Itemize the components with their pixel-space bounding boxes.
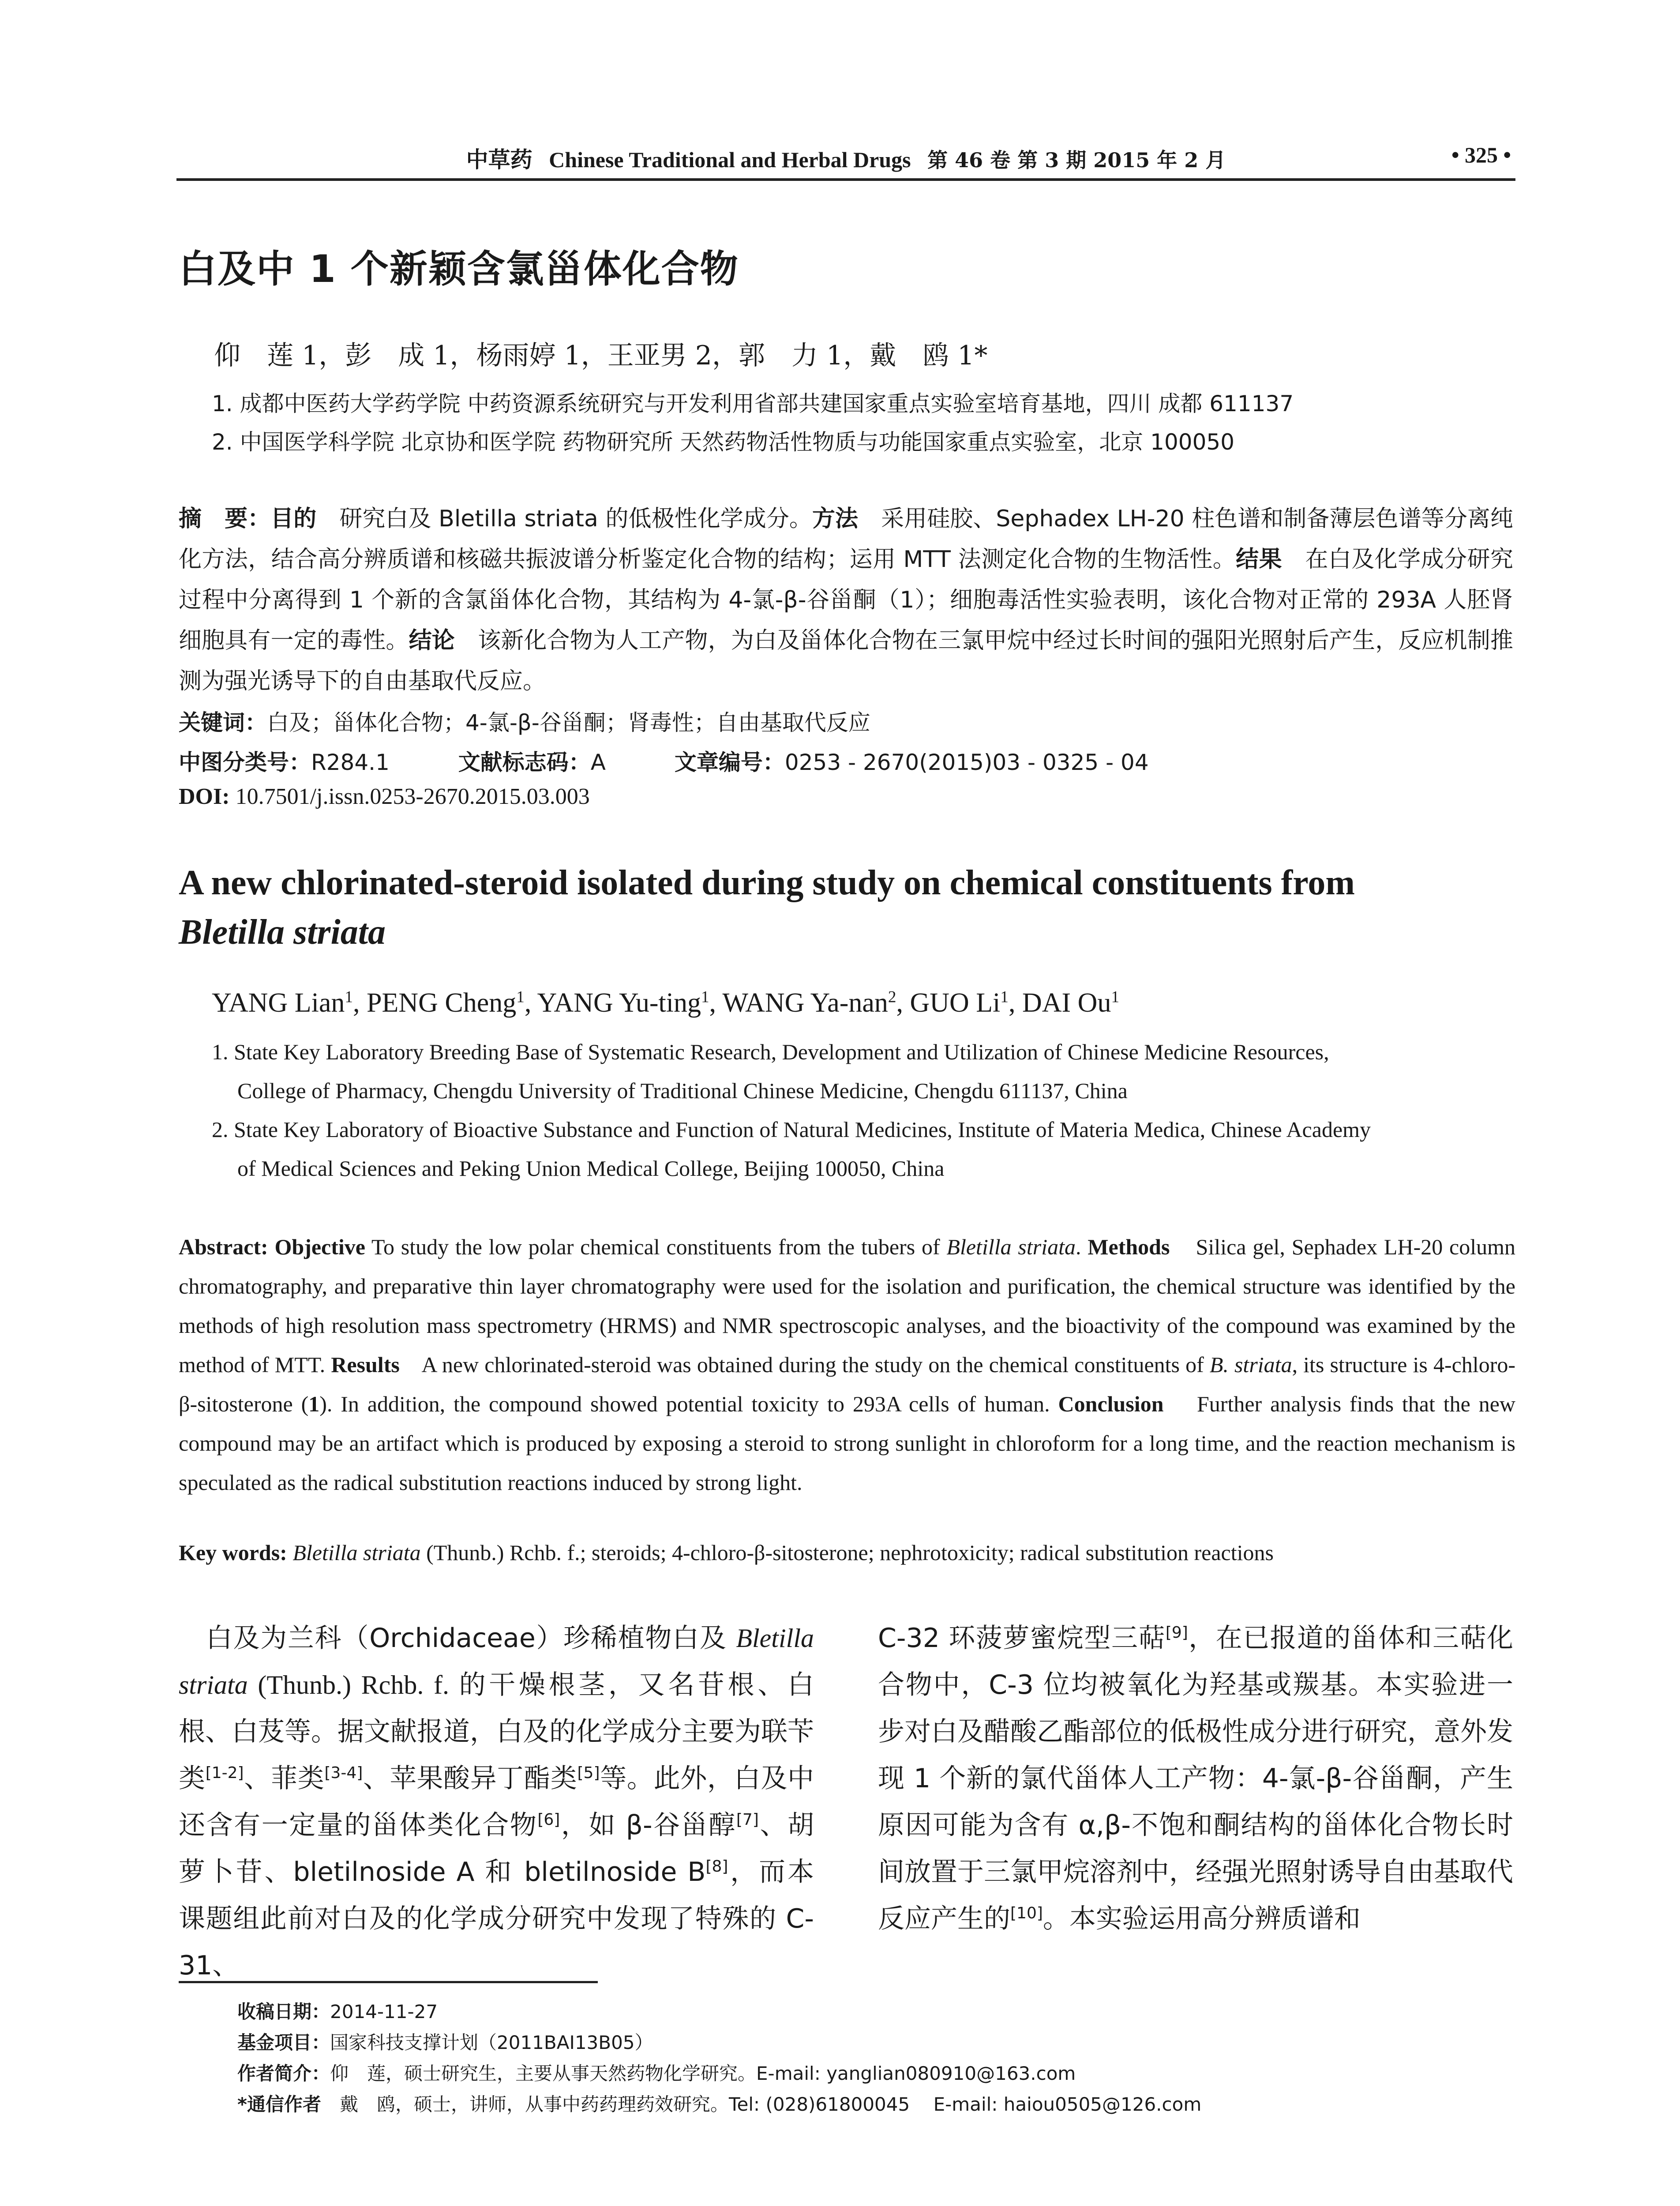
journal-name-cn: 中草药 — [466, 146, 532, 173]
results-text-en-a: A new chlorinated-steroid was obtained during the study on the chemical constituents of — [399, 1352, 1210, 1377]
affiliation-cn-1: 1. 成都中医药大学药学院 中药资源系统研究与开发利用省部共建国家重点实验室培育基地，四川 成都 611137 — [212, 391, 1294, 416]
author-en: PENG Cheng — [366, 988, 517, 1018]
keywords-cn — [179, 705, 870, 737]
doc-code-value: A — [590, 750, 606, 775]
citation-ref: [8] — [705, 1857, 728, 1876]
clc-label: 中图分类号： — [179, 750, 311, 775]
body-text: ，如 β-谷甾醇 — [560, 1810, 736, 1841]
keywords-en-text: (Thunb.) Rchb. f.; steroids; 4-chloro-β-sitosterone; nephrotoxicity; radical substitution reactions — [420, 1540, 1274, 1565]
results-label-cn: 结果 — [1236, 546, 1282, 573]
objective-label-cn: 目的 — [270, 506, 317, 532]
title-en-line1: A new chlorinated-steroid isolated during study on chemical constituents from — [179, 863, 1355, 902]
author-en: DAI Ou — [1022, 988, 1111, 1018]
journal-header-line — [176, 142, 1515, 174]
author-en: YANG Yu-ting — [537, 988, 701, 1018]
body-text: 、菲类 — [244, 1763, 325, 1794]
doi-line — [179, 784, 590, 810]
article-no-value: 0253 - 2670(2015)03 - 0325 - 04 — [784, 750, 1149, 775]
footnote-label: 收稿日期： — [237, 2001, 330, 2022]
conclusion-text-en: Further analysis finds that the new compound may be an artifact which is produced by exposing a steroid to strong sunlight in chloroform for a long time, and the reaction mechanism is speculated as the radical substitution reactions induced by strong light. — [179, 1392, 1521, 1495]
citation-ref: [6] — [537, 1811, 560, 1829]
author-en: GUO Li — [910, 988, 1001, 1018]
results-text-en-b: , its structure is 4-chloro-β-sitosterone ( — [179, 1352, 1515, 1416]
footnote-received — [237, 1996, 1517, 2027]
species-name: Bletilla striata — [179, 1624, 814, 1700]
affiliation-en-2-line1: 2. State Key Laboratory of Bioactive Substance and Function of Natural Medicines, Institute of Materia Medica, Chinese Academy — [212, 1117, 1371, 1142]
methods-label-cn: 方法 — [812, 506, 859, 532]
footnote-corresponding — [237, 2089, 1517, 2120]
results-text-en-c: ). In addition, the compound showed potential toxicity to 293A cells of human. — [319, 1392, 1058, 1416]
authors-en: YANG Lian$^1$, PENG Cheng$^1$, YANG Yu-ting$^1$, WANG Ya-nan$^2$, GUO Li$^1$, DAI Ou$^1$ — [212, 988, 1120, 1018]
affiliation-en-1-line2: College of Pharmacy, Chengdu University of Traditional Chinese Medicine, Chengdu 611137, China — [237, 1078, 1128, 1103]
results-species-en: B. striata — [1209, 1352, 1292, 1377]
title-en — [179, 858, 1515, 957]
title-en-line2: Bletilla striata — [179, 913, 386, 952]
citation-ref: [7] — [736, 1811, 759, 1829]
body-text: 等。此外，白及中还含有一定量的甾体类化合物 — [179, 1763, 814, 1841]
abstract-en-label: Abstract: Objective — [179, 1234, 365, 1259]
journal-name-en: Chinese Traditional and Herbal Drugs — [549, 147, 911, 172]
body-text: 、苹果酸异丁酯类 — [363, 1763, 578, 1794]
results-label-en: Results — [331, 1352, 400, 1377]
classification-line — [179, 745, 1513, 777]
footnote-text: 国家科技支撑计划（2011BAI13B05） — [330, 2032, 653, 2053]
footnote-divider — [179, 1981, 598, 1983]
doc-code-label: 文献标志码： — [458, 750, 591, 775]
affiliation-cn-2: 2. 中国医学科学院 北京协和医学院 药物研究所 天然药物活性物质与功能国家重点实验室，北京 100050 — [212, 429, 1235, 455]
footnote-text: 2014-11-27 — [330, 2001, 438, 2022]
methods-text-cn: 采用硅胶、Sephadex LH-20 柱色谱和制备薄层色谱等分离纯化方法，结合高分辨质谱和核磁共振波谱分析鉴定化合物的结构；运用 MTT 法测定化合物的生物活性。 — [179, 506, 1513, 573]
doi-value: 10.7501/j.issn.0253-2670.2015.03.003 — [229, 784, 590, 809]
citation-ref: [1-2] — [205, 1764, 244, 1782]
footnote-text: 仰 莲，硕士研究生，主要从事天然药物化学研究。E-mail: yanglian080910@163.com — [330, 2063, 1076, 2084]
footnote-label: 作者简介： — [237, 2063, 330, 2084]
author-en: YANG Lian — [212, 988, 345, 1018]
body-column-left — [179, 1615, 814, 1989]
affiliation-en-1-line1: 1. State Key Laboratory Breeding Base of Systematic Research, Development and Utilization of Chinese Medicine Resources, — [212, 1039, 1329, 1064]
body-text: ，而本课题组此前对白及的化学成分研究中发现了特殊的 C-31、 — [179, 1857, 814, 1981]
methods-text-en: Silica gel, Sephadex LH-20 column chromatography, and preparative thin layer chromatography were used for the isolation and purification, the chemical structure was identified by the methods of high resolution mass spectrometry (HRMS) and NMR spectroscopic analyses, and the bioactivity of the compound was examined by the method of MTT. — [179, 1234, 1521, 1377]
abstract-cn-label: 摘 要： — [179, 506, 271, 532]
article-no-label: 文章编号： — [674, 750, 785, 775]
citation-ref: [10] — [1010, 1904, 1043, 1922]
keywords-en — [179, 1540, 1515, 1565]
keywords-cn-text: 白及；甾体化合物；4-氯-β-谷甾酮；肾毒性；自由基取代反应 — [267, 710, 870, 735]
footnotes — [237, 1996, 1517, 2120]
abstract-en — [179, 1227, 1521, 1502]
keywords-cn-label: 关键词： — [179, 710, 267, 735]
running-header — [176, 138, 1515, 181]
author-en-sup: 1 — [516, 988, 525, 1006]
body-text: C-32 环菠萝蜜烷型三萜 — [878, 1623, 1166, 1654]
author-en-sup: 1 — [1000, 988, 1009, 1006]
footnote-author-bio — [237, 2058, 1517, 2089]
authors-cn: 仰 莲 1，彭 成 1，杨雨婷 1，王亚男 2，郭 力 1，戴 鸥 1* — [214, 340, 988, 371]
author-en-sup: 2 — [888, 988, 896, 1006]
affiliation-en-2 — [212, 1110, 1515, 1188]
compound-number: 1 — [308, 1392, 320, 1416]
footnote-label: *通信作者 — [237, 2093, 321, 2115]
citation-ref: [3-4] — [324, 1764, 363, 1782]
footnote-text: 戴 鸥，硕士，讲师，从事中药药理药效研究。Tel: (028)61800045 E-mail: haiou0505@126.com — [321, 2093, 1202, 2115]
body-text: ，在已报道的甾体和三萜化合物中，C-3 位均被氧化为羟基或羰基。本实验进一步对白及醋酸乙酯部位的低极性成分进行研究，意外发现 1 个新的氯代甾体人工产物：4-氯-β-谷甾酮，产生原因可能为含有 α,β-不饱和酮结构的甾体化合物长时间放置于三氯甲烷溶剂中，经强光照射诱导自由基取代反应产生的 — [878, 1623, 1514, 1934]
author-en-sup: 1 — [1111, 988, 1120, 1006]
methods-label-en: Methods — [1088, 1234, 1170, 1259]
body-text: (Thunb.) Rchb. f. 的干燥根茎，又名苷根、白根、白芨等。据文献报道，白及的化学成分主要为联苄类 — [179, 1670, 814, 1793]
body-text: 白及为兰科（Orchidaceae）珍稀植物白及 — [179, 1623, 736, 1654]
title-cn: 白及中 1 个新颖含氯甾体化合物 — [179, 247, 739, 291]
abstract-cn — [179, 499, 1513, 702]
conclusion-label-en: Conclusion — [1058, 1392, 1164, 1416]
issue-info: 第 46 卷 第 3 期 2015 年 2 月 — [927, 148, 1226, 172]
objective-species-en: Bletilla striata — [946, 1234, 1076, 1259]
objective-end-en: . — [1076, 1234, 1088, 1259]
author-en-sup: 1 — [701, 988, 709, 1006]
affiliation-en-1 — [212, 1032, 1515, 1110]
body-text: 、胡萝卜苷、bletilnoside A 和 bletilnoside B — [179, 1810, 814, 1887]
author-en: WANG Ya-nan — [722, 988, 888, 1018]
author-en-sup: 1 — [345, 988, 353, 1006]
conclusion-text-cn: 该新化合物为人工产物，为白及甾体化合物在三氯甲烷中经过长时间的强阳光照射后产生，反应机制推测为强光诱导下的自由基取代反应。 — [179, 627, 1513, 694]
page-number: • 325 • — [1451, 143, 1511, 167]
footnote-funding — [237, 2027, 1517, 2058]
objective-text-cn: 研究白及 Bletilla striata 的低极性化学成分。 — [316, 506, 812, 532]
citation-ref: [5] — [577, 1764, 600, 1782]
footnote-label: 基金项目： — [237, 2032, 330, 2053]
conclusion-label-cn: 结论 — [409, 627, 455, 654]
body-column-right — [878, 1615, 1513, 1942]
doi-label: DOI: — [179, 784, 230, 809]
clc-value: R284.1 — [311, 750, 390, 775]
keywords-en-label: Key words: — [179, 1540, 287, 1565]
results-text-cn: 在白及化学成分研究过程中分离得到 1 个新的含氯甾体化合物，其结构为 4-氯-β-谷甾酮（1）；细胞毒活性实验表明，该化合物对正常的 293A 人胚肾细胞具有一定的毒性。 — [179, 546, 1513, 654]
keywords-en-species: Bletilla striata — [287, 1540, 421, 1565]
affiliation-en-2-line2: of Medical Sciences and Peking Union Medical College, Beijing 100050, China — [237, 1156, 945, 1181]
objective-text-en: To study the low polar chemical constituents from the tubers of — [365, 1234, 947, 1259]
body-text: 。本实验运用高分辨质谱和 — [1042, 1903, 1361, 1934]
citation-ref: [9] — [1165, 1624, 1188, 1642]
